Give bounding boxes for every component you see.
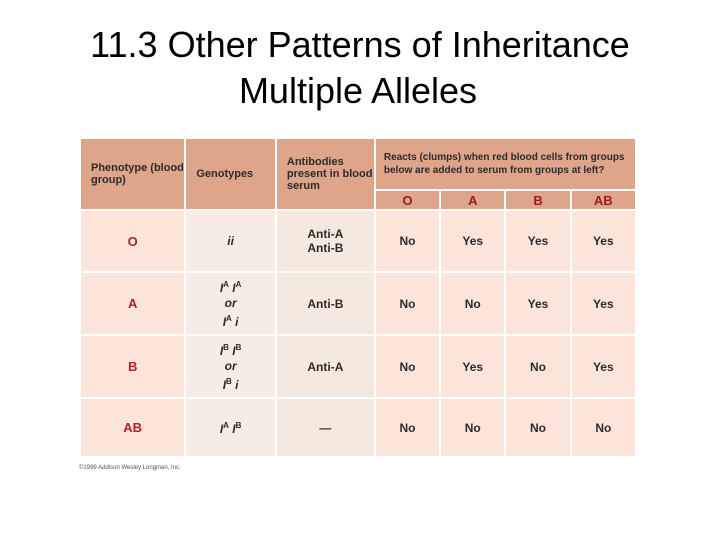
copyright-notice: ©1999 Addison Wesley Longman, Inc.: [79, 465, 181, 471]
genotype-line: $I^A$ $I^A$: [219, 280, 242, 295]
genotype-cell: [186, 399, 275, 456]
antibody-line: Anti-B: [307, 241, 344, 255]
phenotype-cell: A: [81, 273, 184, 334]
antibodies-cell: [277, 211, 374, 271]
genotype-cell: [186, 336, 275, 397]
react-cell: Yes: [441, 336, 504, 397]
react-cell: No: [376, 211, 439, 271]
react-cell: No: [572, 399, 635, 456]
header-reacts: Reacts (clumps) when red blood cells from groups below are added to serum from groups at left?: [376, 139, 635, 189]
react-cell: Yes: [572, 336, 635, 397]
genotype-line: or: [224, 296, 237, 310]
react-cell: Yes: [572, 273, 635, 334]
header-phenotype: Phenotype (blood group): [81, 139, 184, 209]
phenotype-cell: AB: [81, 399, 184, 456]
phenotype-cell: O: [81, 211, 184, 271]
header-genotypes: Genotypes: [186, 139, 275, 209]
antibodies-cell: [277, 273, 374, 334]
genotype-line: $I^B$ $I^B$: [219, 343, 242, 358]
blood-group-table: [79, 137, 637, 458]
antibody-line: Anti-A: [307, 359, 344, 374]
react-cell: No: [376, 399, 439, 456]
antibody-line: Anti-A: [307, 227, 344, 241]
genotype-cell: [186, 273, 275, 334]
react-group-header: O: [376, 191, 439, 209]
genotype-line: or: [224, 359, 237, 373]
react-group-header: A: [441, 191, 504, 209]
react-cell: No: [441, 273, 504, 334]
slide-title: [0, 22, 720, 114]
phenotype-cell: B: [81, 336, 184, 397]
react-cell: Yes: [506, 273, 569, 334]
table-row: [81, 399, 635, 456]
react-cell: No: [506, 336, 569, 397]
antibodies-cell: [277, 399, 374, 456]
react-cell: No: [376, 336, 439, 397]
antibody-line: Anti-B: [307, 296, 344, 311]
react-group-header: AB: [572, 191, 635, 209]
react-cell: Yes: [441, 211, 504, 271]
table-row: [81, 336, 635, 397]
react-cell: Yes: [506, 211, 569, 271]
table-row: [81, 211, 635, 271]
genotype-line: $I^A$ i: [222, 314, 239, 329]
react-cell: Yes: [572, 211, 635, 271]
slide-title-line-1: 11.3 Other Patterns of Inheritance: [90, 24, 630, 65]
table-row: [81, 273, 635, 334]
react-cell: No: [506, 399, 569, 456]
antibody-line: —: [319, 420, 332, 435]
blood-group-table-wrapper: [79, 137, 637, 458]
genotype-line: $I^A$ $I^B$: [219, 421, 242, 436]
genotype-cell: [186, 211, 275, 271]
genotype-line: ii: [227, 233, 234, 248]
react-cell: No: [376, 273, 439, 334]
genotype-line: $I^B$ i: [222, 377, 239, 392]
react-cell: No: [441, 399, 504, 456]
react-group-header: B: [506, 191, 569, 209]
antibodies-cell: [277, 336, 374, 397]
header-antibodies: Antibodies present in blood serum: [277, 139, 374, 209]
slide-title-line-2: Multiple Alleles: [238, 70, 478, 111]
